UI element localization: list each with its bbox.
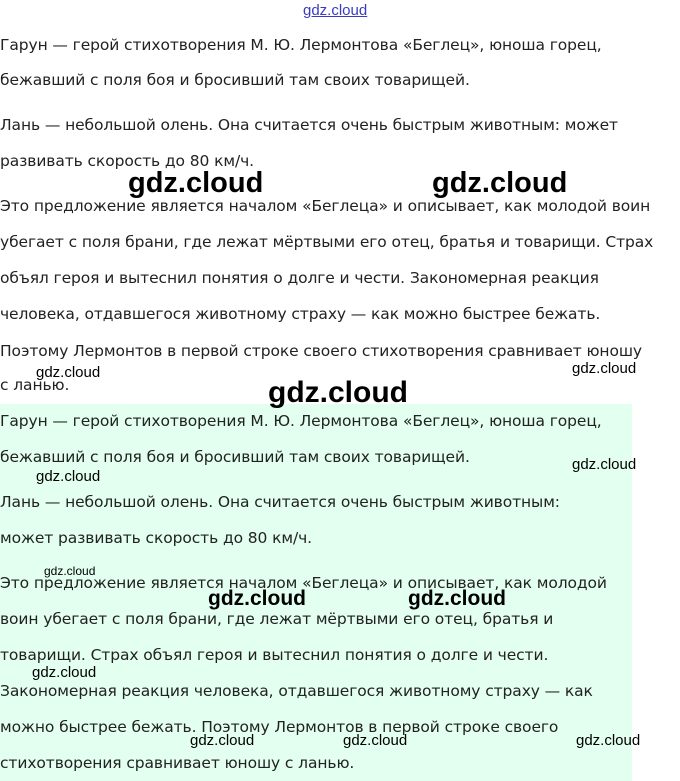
watermark: gdz.cloud — [572, 456, 637, 473]
watermark: gdz.cloud — [408, 587, 506, 610]
text-line: Гарун — герой стихотворения М. Ю. Лермонтова «Беглец», юноша горец, — [0, 412, 602, 430]
text-line: с ланью. — [0, 376, 70, 394]
text-line: убегает с поля брани, где лежат мёртвыми его отец, братья и товарищи. Страх — [0, 233, 654, 251]
text-line: развивать скорость до 80 км/ч. — [0, 152, 254, 170]
text-line: бежавший с поля боя и бросивший там своих товарищей. — [0, 448, 470, 466]
text-line: Поэтому Лермонтов в первой строке своего стихотворения сравнивает юношу — [0, 342, 642, 360]
watermark: gdz.cloud — [208, 587, 306, 610]
text-line: человека, отдавшегося животному страху — как можно быстрее бежать. — [0, 305, 601, 323]
watermark: gdz.cloud — [128, 167, 264, 199]
text-line: можно быстрее бежать. Поэтому Лермонтов в первой строке своего — [0, 718, 559, 736]
text-line: воин убегает с поля брани, где лежат мёртвыми его отец, братья и — [0, 610, 554, 628]
watermark: gdz.cloud — [36, 364, 101, 381]
watermark: gdz.cloud — [572, 360, 637, 377]
watermark: gdz.cloud — [44, 564, 96, 578]
text-line: Это предложение является началом «Беглеца» и описывает, как молодой воин — [0, 197, 651, 215]
text-line: может развивать скорость до 80 км/ч. — [0, 529, 312, 547]
watermark: gdz.cloud — [36, 468, 101, 485]
text-line: товарищи. Страх объял героя и вытеснил понятия о долге и чести. — [0, 646, 549, 664]
watermark: gdz.cloud — [190, 732, 255, 749]
header-watermark-link[interactable]: gdz.cloud — [303, 2, 368, 19]
watermark: gdz.cloud — [343, 732, 408, 749]
watermark: gdz.cloud — [268, 376, 408, 409]
text-line: Это предложение является началом «Беглеца» и описывает, как молодой — [0, 574, 607, 592]
text-line: бежавший с поля боя и бросивший там своих товарищей. — [0, 71, 470, 89]
watermark: gdz.cloud — [32, 664, 97, 681]
text-line: стихотворения сравнивает юношу с ланью. — [0, 754, 355, 772]
watermark: gdz.cloud — [432, 167, 568, 199]
text-line: Гарун — герой стихотворения М. Ю. Лермонтова «Беглец», юноша горец, — [0, 36, 602, 54]
text-line: объял героя и вытеснил понятия о долге и чести. Закономерная реакция — [0, 269, 599, 287]
watermark: gdz.cloud — [576, 732, 641, 749]
text-line: Лань — небольшой олень. Она считается очень быстрым животным: может — [0, 116, 618, 134]
text-line: Закономерная реакция человека, отдавшегося животному страху — как — [0, 682, 593, 700]
text-line: Лань — небольшой олень. Она считается очень быстрым животным: — [0, 493, 560, 511]
